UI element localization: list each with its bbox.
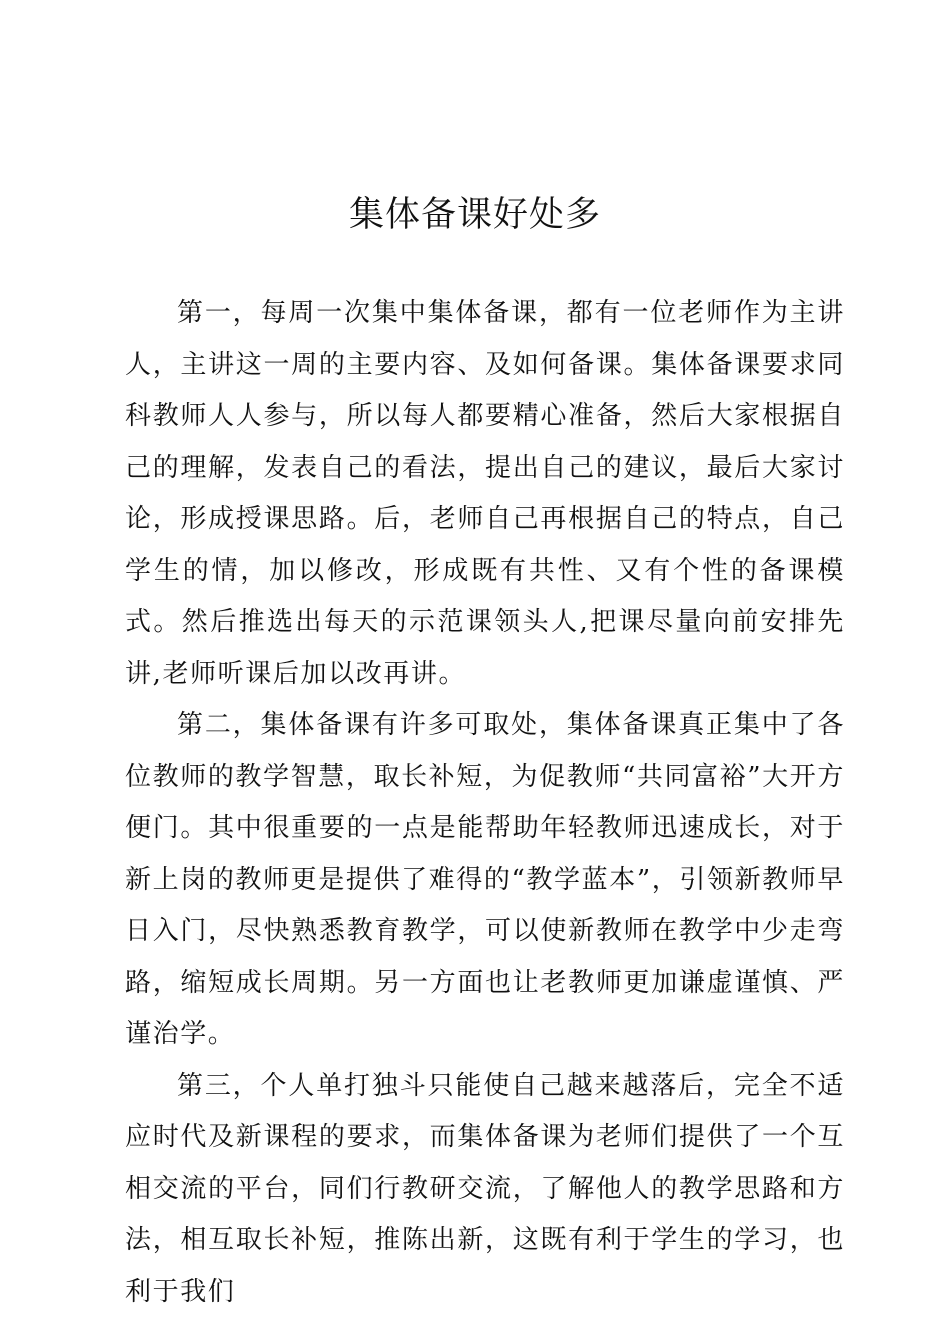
paragraph-2: 第二，集体备课有许多可取处，集体备课真正集中了各位教师的教学智慧，取长补短，为促教师“共同富裕”大开方便门。其中很重要的一点是能帮助年轻教师迅速成长，对于新上岗的教师更是提供了难得的“教学蓝本”，引领新教师早日入门，尽快熟悉教育教学，可以使新教师在教学中少走弯路，缩短成长周期。另一方面也让老教师更加谦虚谨慎、严谨治学。 — [125, 710, 845, 1049]
paragraph-1: 第一，每周一次集中集体备课，都有一位老师作为主讲人，主讲这一周的主要内容、及如何备课。集体备课要求同科教师人人参与，所以每人都要精心准备，然后大家根据自己的理解，发表自己的看法，提出自己的建议，最后大家讨论，形成授课思路。后，老师自己再根据自己的特点，自己学生的情，加以修改，形成既有共性、又有个性的备课模式。然后推选出每天的示范课领头人,把课尽量向前安排先讲,老师听课后加以改再讲。 — [125, 298, 845, 689]
document-body — [125, 288, 845, 1318]
document-title: 集体备课好处多 — [348, 195, 601, 235]
paragraph-3: 第三，个人单打独斗只能使自己越来越落后，完全不适应时代及新课程的要求，而集体备课为老师们提供了一个互相交流的平台，同们行教研交流，了解他人的教学思路和方法，相互取长补短，推陈出新，这既有利于学生的学习，也利于我们 — [125, 1070, 845, 1307]
